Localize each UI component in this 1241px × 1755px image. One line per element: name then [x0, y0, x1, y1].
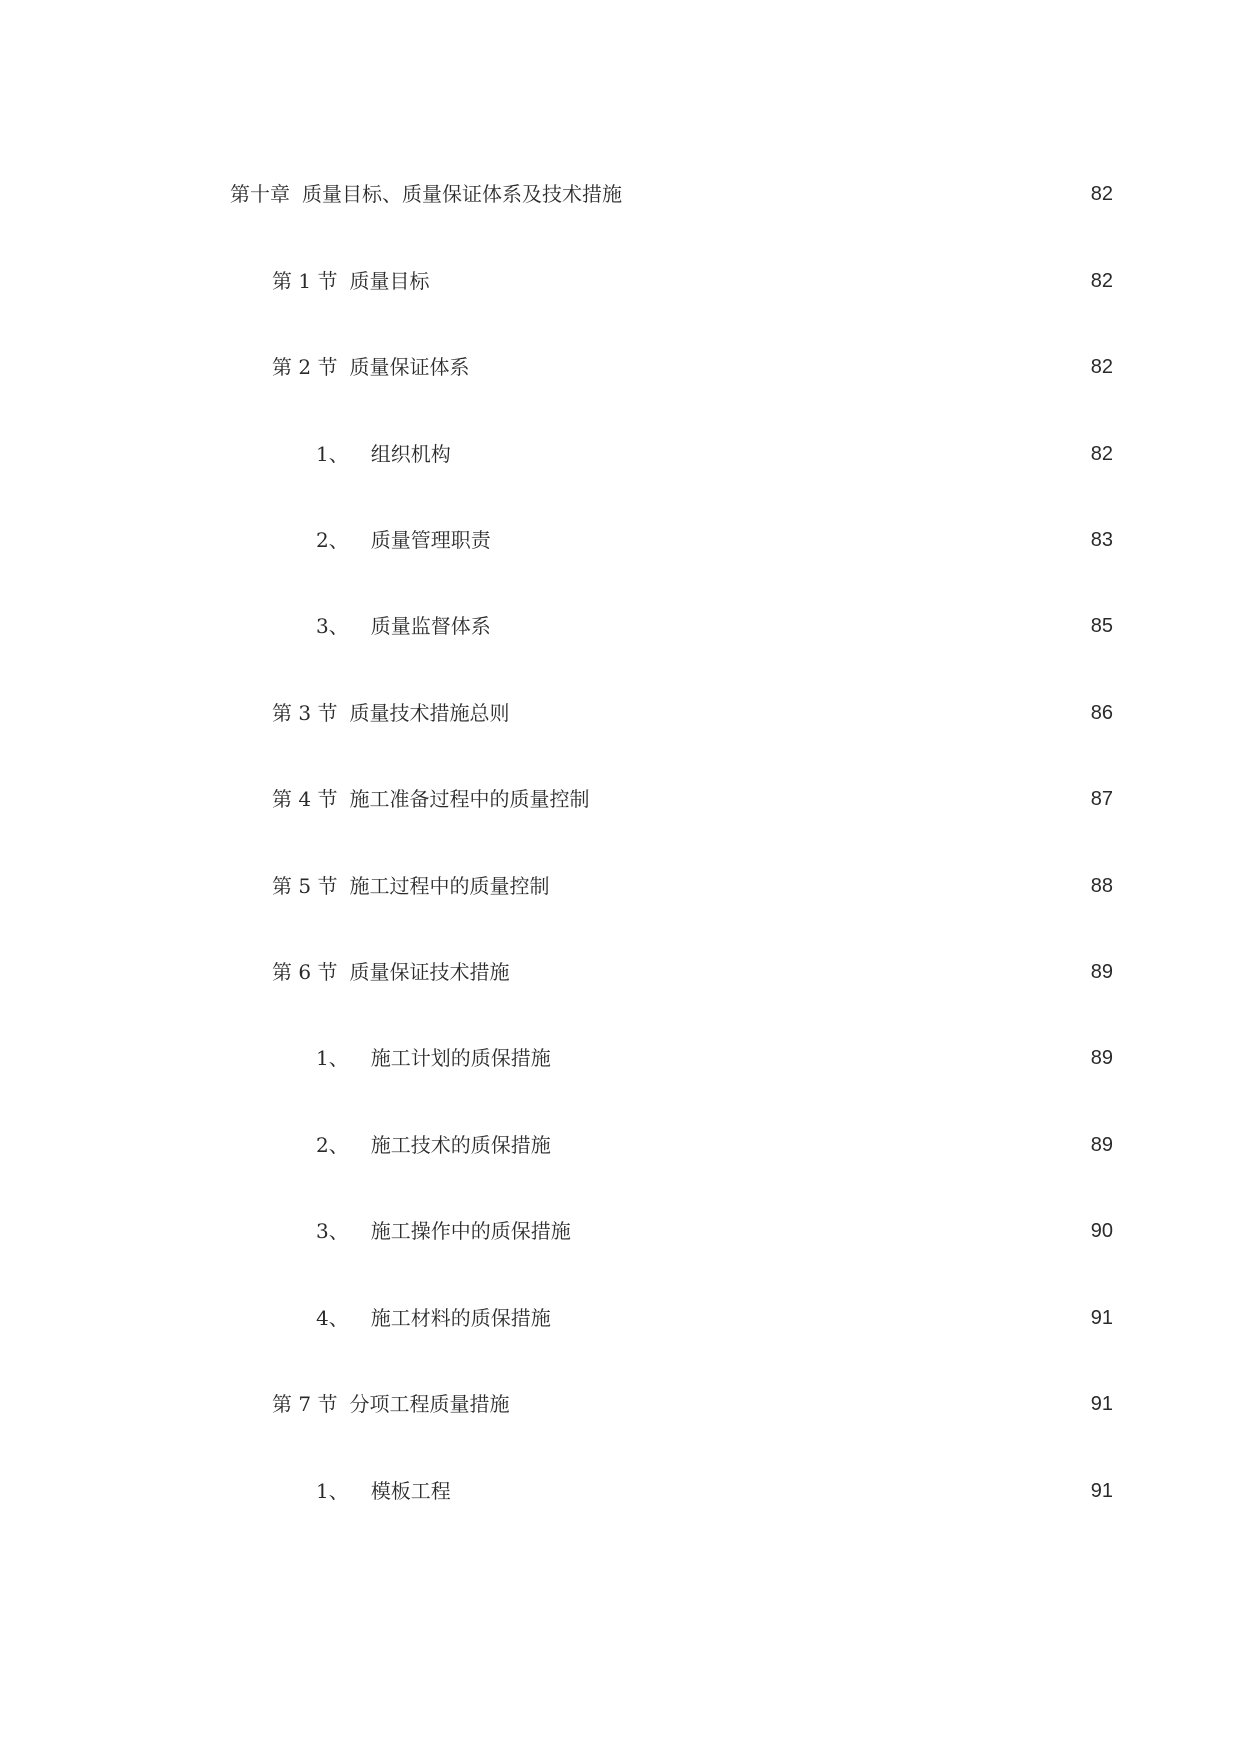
- toc-entry-title: 组织机构: [370, 442, 451, 466]
- toc-entry-item[interactable]: [316, 1471, 1113, 1511]
- toc-entry-title: 质量目标、质量保证体系及技术措施: [302, 182, 622, 206]
- toc-dot-leader: [519, 952, 1085, 992]
- toc-entry-item[interactable]: [316, 1125, 1113, 1165]
- toc-entry-item[interactable]: [316, 520, 1113, 560]
- toc-entry-section-1[interactable]: [272, 261, 1113, 301]
- toc-dot-leader: [632, 174, 1085, 214]
- toc-entry-section-4[interactable]: [272, 779, 1113, 819]
- toc-dot-leader: [461, 1471, 1085, 1511]
- toc-entry-section-6[interactable]: [272, 952, 1113, 992]
- toc-entry-title: 施工材料的质保措施: [370, 1306, 551, 1330]
- toc-entry-title: 施工准备过程中的质量控制: [349, 787, 590, 811]
- toc-dot-leader: [479, 347, 1085, 387]
- toc-entry-item[interactable]: [316, 434, 1113, 474]
- toc-entry-title: 质量技术措施总则: [349, 701, 510, 725]
- toc-entry-title: 施工过程中的质量控制: [349, 874, 550, 898]
- toc-entry-item[interactable]: [316, 1298, 1113, 1338]
- toc-entry-number: 第 6 节: [272, 960, 338, 984]
- toc-entry-title: 质量目标: [349, 269, 430, 293]
- toc-entry-title: 质量保证技术措施: [349, 960, 510, 984]
- toc-dot-leader: [561, 1038, 1085, 1078]
- toc-entry-page: 82: [1090, 356, 1113, 378]
- toc-dot-leader: [561, 1298, 1085, 1338]
- toc-entry-page: 89: [1090, 961, 1113, 983]
- toc-entry-number: 3、: [316, 614, 349, 638]
- toc-entry-page: 87: [1090, 788, 1113, 810]
- toc-entry-title: 质量保证体系: [349, 355, 470, 379]
- toc-entry-title: 施工技术的质保措施: [370, 1133, 551, 1157]
- toc-entry-number: 1、: [316, 1046, 349, 1070]
- toc-dot-leader: [599, 779, 1085, 819]
- toc-entry-page: 85: [1090, 615, 1113, 637]
- toc-entry-item[interactable]: [316, 1038, 1113, 1078]
- toc-entry-number: 第十章: [230, 182, 290, 206]
- toc-entry-page: 90: [1090, 1220, 1113, 1242]
- toc-entry-title: 模板工程: [370, 1479, 451, 1503]
- toc-entry-section-7[interactable]: [272, 1384, 1113, 1424]
- toc-dot-leader: [519, 1384, 1085, 1424]
- toc-entry-page: 82: [1090, 270, 1113, 292]
- toc-entry-number: 1、: [316, 442, 349, 466]
- toc-entry-number: 第 2 节: [272, 355, 338, 379]
- toc-entry-number: 第 4 节: [272, 787, 338, 811]
- toc-entry-number: 4、: [316, 1306, 349, 1330]
- toc-entry-number: 第 5 节: [272, 874, 338, 898]
- toc-entry-title: 质量监督体系: [370, 614, 491, 638]
- toc-entry-item[interactable]: [316, 1211, 1113, 1251]
- toc-entry-number: 第 7 节: [272, 1392, 338, 1416]
- toc-entry-section-5[interactable]: [272, 866, 1113, 906]
- toc-entry-title: 施工操作中的质保措施: [370, 1219, 571, 1243]
- toc-entry-page: 86: [1090, 702, 1113, 724]
- toc-entry-chapter-10[interactable]: [230, 174, 1113, 214]
- toc-entry-page: 82: [1090, 443, 1113, 465]
- toc-dot-leader: [439, 261, 1085, 301]
- toc-entry-page: 88: [1090, 875, 1113, 897]
- toc-entry-number: 1、: [316, 1479, 349, 1503]
- toc-dot-leader: [559, 866, 1085, 906]
- toc-entry-page: 91: [1090, 1393, 1113, 1415]
- toc-entry-page: 91: [1090, 1480, 1113, 1502]
- toc-dot-leader: [501, 606, 1085, 646]
- toc-dot-leader: [501, 520, 1085, 560]
- toc-dot-leader: [561, 1125, 1085, 1165]
- toc-entry-page: 83: [1090, 529, 1113, 551]
- toc-dot-leader: [461, 434, 1085, 474]
- toc-entry-section-3[interactable]: [272, 693, 1113, 733]
- toc-entry-item[interactable]: [316, 606, 1113, 646]
- toc-entry-page: 82: [1090, 183, 1113, 205]
- toc-entry-number: 3、: [316, 1219, 349, 1243]
- toc-entry-number: 第 3 节: [272, 701, 338, 725]
- toc-dot-leader: [581, 1211, 1085, 1251]
- toc-dot-leader: [519, 693, 1085, 733]
- toc-entry-title: 施工计划的质保措施: [370, 1046, 551, 1070]
- toc-entry-number: 2、: [316, 1133, 349, 1157]
- toc-entry-title: 分项工程质量措施: [349, 1392, 510, 1416]
- toc-entry-title: 质量管理职责: [370, 528, 491, 552]
- toc-entry-page: 89: [1090, 1047, 1113, 1069]
- toc-entry-page: 91: [1090, 1307, 1113, 1329]
- toc-entry-number: 第 1 节: [272, 269, 338, 293]
- toc-entry-section-2[interactable]: [272, 347, 1113, 387]
- toc-entry-number: 2、: [316, 528, 349, 552]
- toc-entry-page: 89: [1090, 1134, 1113, 1156]
